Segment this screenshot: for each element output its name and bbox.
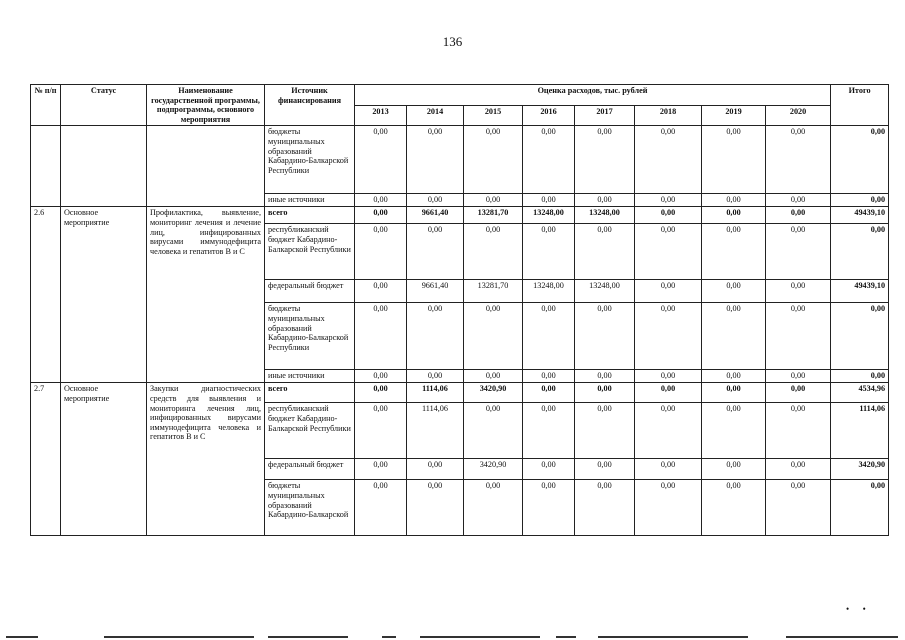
- value-cell: 1114,06: [407, 383, 464, 403]
- total-cell: 1114,06: [831, 403, 889, 459]
- total-cell: 0,00: [831, 480, 889, 536]
- value-cell: 0,00: [766, 126, 831, 194]
- value-cell: 13281,70: [464, 207, 523, 224]
- name-cell: Профилактика, выявление, мониторинг лечения и лечение лиц, инфицированных вирусами иммунодефицита человека и гепатитов В и С: [147, 207, 265, 383]
- source-cell: федеральный бюджет: [265, 280, 355, 303]
- value-cell: 13248,00: [523, 207, 575, 224]
- total-cell: 0,00: [831, 126, 889, 194]
- value-cell: 0,00: [702, 370, 766, 383]
- value-cell: 0,00: [355, 383, 407, 403]
- value-cell: 13248,00: [523, 280, 575, 303]
- value-cell: 0,00: [702, 224, 766, 280]
- value-cell: 0,00: [702, 459, 766, 480]
- value-cell: 0,00: [523, 126, 575, 194]
- value-cell: 0,00: [464, 403, 523, 459]
- value-cell: 13281,70: [464, 280, 523, 303]
- value-cell: 0,00: [575, 126, 635, 194]
- value-cell: 3420,90: [464, 459, 523, 480]
- value-cell: 0,00: [766, 207, 831, 224]
- value-cell: 0,00: [355, 126, 407, 194]
- value-cell: 1114,06: [407, 403, 464, 459]
- total-cell: 0,00: [831, 370, 889, 383]
- status-cell: Основное мероприятие: [61, 207, 147, 383]
- value-cell: 0,00: [355, 403, 407, 459]
- value-cell: 0,00: [464, 194, 523, 207]
- value-cell: 0,00: [635, 480, 702, 536]
- total-cell: 3420,90: [831, 459, 889, 480]
- value-cell: 0,00: [523, 480, 575, 536]
- value-cell: 0,00: [523, 224, 575, 280]
- value-cell: 0,00: [355, 480, 407, 536]
- value-cell: 0,00: [766, 303, 831, 370]
- value-cell: 0,00: [575, 459, 635, 480]
- total-cell: 0,00: [831, 194, 889, 207]
- value-cell: 0,00: [635, 194, 702, 207]
- value-cell: 13248,00: [575, 280, 635, 303]
- value-cell: 0,00: [355, 280, 407, 303]
- value-cell: 0,00: [702, 194, 766, 207]
- source-cell: бюджеты муниципальных образований Кабардино-Балкарской Республики: [265, 126, 355, 194]
- value-cell: 3420,90: [464, 383, 523, 403]
- value-cell: 0,00: [575, 194, 635, 207]
- value-cell: 0,00: [407, 370, 464, 383]
- value-cell: 0,00: [635, 126, 702, 194]
- year-header: 2017: [575, 105, 635, 126]
- year-header: 2013: [355, 105, 407, 126]
- header-row: [31, 85, 889, 106]
- value-cell: 0,00: [407, 126, 464, 194]
- value-cell: 9661,40: [407, 207, 464, 224]
- header-source: Источник финансирования: [265, 85, 355, 126]
- value-cell: 0,00: [523, 303, 575, 370]
- value-cell: 0,00: [464, 126, 523, 194]
- value-cell: 0,00: [702, 207, 766, 224]
- value-cell: 0,00: [766, 370, 831, 383]
- value-cell: 0,00: [523, 403, 575, 459]
- name-cell: [147, 126, 265, 207]
- year-header: 2018: [635, 105, 702, 126]
- value-cell: 13248,00: [575, 207, 635, 224]
- header-total: Итого: [831, 85, 889, 126]
- num-cell: [31, 126, 61, 207]
- value-cell: 0,00: [766, 280, 831, 303]
- value-cell: 0,00: [635, 207, 702, 224]
- value-cell: 0,00: [407, 480, 464, 536]
- value-cell: 0,00: [407, 194, 464, 207]
- value-cell: 0,00: [523, 370, 575, 383]
- value-cell: 0,00: [635, 280, 702, 303]
- total-cell: 4534,96: [831, 383, 889, 403]
- source-cell: федеральный бюджет: [265, 459, 355, 480]
- value-cell: 0,00: [355, 459, 407, 480]
- value-cell: 0,00: [355, 303, 407, 370]
- num-cell: 2.6: [31, 207, 61, 383]
- name-cell: Закупки диагностических средств для выявления и мониторинга лечения лиц, инфицированных вирусами иммунодефицита человека и гепатитов В и С: [147, 383, 265, 536]
- source-cell: всего: [265, 383, 355, 403]
- value-cell: 0,00: [766, 480, 831, 536]
- value-cell: 0,00: [635, 370, 702, 383]
- value-cell: 0,00: [702, 383, 766, 403]
- value-cell: 0,00: [575, 370, 635, 383]
- source-cell: республиканский бюджет Кабардино-Балкарской Республики: [265, 224, 355, 280]
- source-cell: всего: [265, 207, 355, 224]
- source-cell: иные источники: [265, 370, 355, 383]
- value-cell: 0,00: [702, 303, 766, 370]
- value-cell: 0,00: [702, 126, 766, 194]
- header-num: № п/п: [31, 85, 61, 126]
- source-cell: бюджеты муниципальных образований Кабардино-Балкарской Республики: [265, 303, 355, 370]
- value-cell: 0,00: [464, 303, 523, 370]
- value-cell: 0,00: [407, 303, 464, 370]
- budget-table: [30, 84, 889, 536]
- value-cell: 0,00: [575, 403, 635, 459]
- total-cell: 49439,10: [831, 280, 889, 303]
- source-cell: республиканский бюджет Кабардино-Балкарской Республики: [265, 403, 355, 459]
- value-cell: 0,00: [575, 224, 635, 280]
- value-cell: 0,00: [523, 383, 575, 403]
- value-cell: 0,00: [355, 207, 407, 224]
- table-row: [31, 383, 889, 403]
- header-estimate: Оценка расходов, тыс. рублей: [355, 85, 831, 106]
- value-cell: 0,00: [702, 480, 766, 536]
- value-cell: 0,00: [575, 303, 635, 370]
- value-cell: 0,00: [635, 459, 702, 480]
- value-cell: 0,00: [523, 459, 575, 480]
- value-cell: 0,00: [523, 194, 575, 207]
- year-header: 2020: [766, 105, 831, 126]
- header-status: Статус: [61, 85, 147, 126]
- year-header: 2015: [464, 105, 523, 126]
- value-cell: 0,00: [464, 480, 523, 536]
- source-cell: бюджеты муниципальных образований Кабардино-Балкарской: [265, 480, 355, 536]
- value-cell: 0,00: [766, 403, 831, 459]
- value-cell: 0,00: [407, 224, 464, 280]
- scan-marks: • •: [846, 604, 866, 614]
- header-name: Наименование государственной программы, подпрограммы, основного мероприятия: [147, 85, 265, 126]
- value-cell: 0,00: [702, 280, 766, 303]
- value-cell: 0,00: [635, 403, 702, 459]
- status-cell: [61, 126, 147, 207]
- value-cell: 0,00: [635, 383, 702, 403]
- value-cell: 0,00: [702, 403, 766, 459]
- value-cell: 0,00: [766, 383, 831, 403]
- num-cell: 2.7: [31, 383, 61, 536]
- value-cell: 0,00: [575, 383, 635, 403]
- value-cell: 0,00: [635, 303, 702, 370]
- value-cell: 0,00: [407, 459, 464, 480]
- total-cell: 0,00: [831, 303, 889, 370]
- total-cell: 0,00: [831, 224, 889, 280]
- value-cell: 0,00: [766, 194, 831, 207]
- table-row: [31, 126, 889, 194]
- source-cell: иные источники: [265, 194, 355, 207]
- year-header: 2014: [407, 105, 464, 126]
- value-cell: 0,00: [766, 459, 831, 480]
- year-header: 2019: [702, 105, 766, 126]
- year-header: 2016: [523, 105, 575, 126]
- value-cell: 0,00: [355, 224, 407, 280]
- page-number: 136: [442, 34, 463, 49]
- value-cell: 0,00: [464, 370, 523, 383]
- scan-footer-lines: [0, 634, 905, 640]
- status-cell: Основное мероприятие: [61, 383, 147, 536]
- value-cell: 9661,40: [407, 280, 464, 303]
- value-cell: 0,00: [464, 224, 523, 280]
- table-row: [31, 207, 889, 224]
- value-cell: 0,00: [355, 370, 407, 383]
- total-cell: 49439,10: [831, 207, 889, 224]
- value-cell: 0,00: [575, 480, 635, 536]
- value-cell: 0,00: [355, 194, 407, 207]
- value-cell: 0,00: [635, 224, 702, 280]
- value-cell: 0,00: [766, 224, 831, 280]
